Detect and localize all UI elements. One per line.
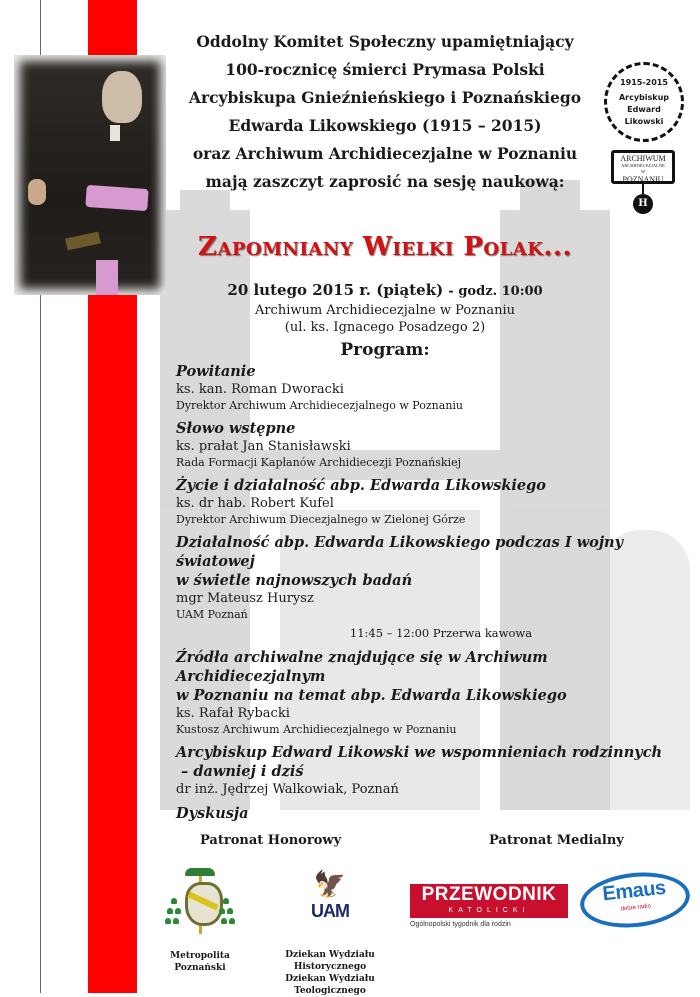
jubilee-line: Arcybiskup [618,93,670,102]
jubilee-line: Edward [627,105,661,114]
archive-line: ARCHIDIECEZJALNE [621,163,665,168]
honorary-patronage-heading: Patronat Honorowy [200,833,342,848]
media-patronage-heading: Patronat Medialny [489,833,624,848]
item-affiliation: Dyrektor Archiwum Archidiecezjalnego w Poznaniu [176,399,464,412]
item-affiliation: UAM Poznań [176,608,248,621]
item-title: Dyskusja [176,805,249,822]
event-title: Zapomniany Wielki Polak... [197,232,573,262]
dean-caption-line: Dziekan Wydziału Historycznego [285,950,375,972]
archive-line: POZNANIU [622,175,664,184]
item-title: Działalność abp. Edwarda Likowskiego podczas I wojny światowej [176,534,624,570]
event-time: - godz. 10:00 [448,284,543,299]
przewodnik-sub: KATOLICKI [448,907,530,914]
item-speaker: dr inż. Jędrzej Walkowiak, Poznań [176,782,399,797]
item-title: Życie i działalność abp. Edwarda Likowskiego [176,477,546,494]
coat-of-arms-icon [165,868,235,940]
archive-plate [611,150,675,184]
item-affiliation: Rada Formacji Kapłanów Archidiecezji Poznańskiej [176,456,462,469]
item-speaker: ks. Rafał Rybacki [176,706,290,721]
emaus-radio-logo [577,867,692,932]
item-affiliation: Kustosz Archiwum Archidiecezjalnego w Poznaniu [176,723,457,736]
item-affiliation: Dyrektor Archiwum Diecezjalnego w Zielonej Górze [176,513,466,526]
item-title: w świetle najnowszych badań [176,572,413,589]
przewodnik-katolicki-logo [410,884,568,918]
item-title: Powitanie [176,363,256,380]
wax-seal-icon: H [633,194,653,214]
archive-logo [611,150,677,232]
program-item [176,648,686,737]
archive-line: ARCHIWUM [620,154,666,163]
item-speaker: ks. kan. Roman Dworacki [176,382,344,397]
jubilee-years: 1915-2015 [620,78,668,87]
metropolitan-caption: Metropolita Poznański [170,951,230,973]
header-line: Edwarda Likowskiego (1915 – 2015) [228,116,542,135]
dean-caption-line: Dziekan Wydziału Teologicznego [285,974,375,996]
program-item [176,743,686,798]
header-line: 100-rocznicę śmierci Prymasa Polski [225,60,545,79]
program-item [176,533,686,622]
program-list [176,362,686,829]
event-address: (ul. ks. Ignacego Posadzego 2) [284,320,486,335]
header-line: mają zaszczyt zaprosić na sesję naukową: [205,172,565,191]
item-speaker: ks. prałat Jan Stanisławski [176,439,351,454]
item-title: Słowo wstępne [176,420,296,437]
item-title: Źródła archiwalne znajdujące się w Archiwum Archidiecezjalnym [176,649,548,685]
uam-logo-text: UAM [311,901,349,921]
program-item [176,419,686,470]
przewodnik-name: PRZEWODNIK [421,884,557,905]
item-title: Arcybiskup Edward Likowski we wspomnieniach rodzinnych [176,744,663,761]
event-venue: Archiwum Archidiecezjalne w Poznaniu [254,303,516,318]
przewodnik-tagline: Ogólnopolski tygodnik dla rodzin [410,921,511,928]
jubilee-logo [604,62,684,142]
header-line: oraz Archiwum Archidiecezjalne w Poznaniu [192,144,578,163]
archive-line: W [640,169,646,174]
archbishop-portrait-image [14,55,166,295]
jubilee-line: Likowski [624,117,664,126]
eagle-icon: 🦅 [313,870,347,900]
header-line: Oddolny Komitet Społeczny upamiętniający [196,32,574,51]
item-speaker: ks. dr hab. Robert Kufel [176,496,334,511]
item-title: – dawniej i dziś [176,763,304,780]
seal-cord [642,184,644,194]
program-item [176,476,686,527]
item-speaker: mgr Mateusz Hurysz [176,591,314,606]
program-item [176,804,686,823]
item-title: w Poznaniu na temat abp. Edwarda Likowskiego [176,687,567,704]
program-item [176,362,686,413]
header-line: Arcybiskupa Gnieźnieńskiego i Poznańskiego [188,88,582,107]
organizers-header [170,28,600,196]
uam-logo [300,870,360,932]
dean-caption [255,949,405,997]
coffee-break: 11:45 – 12:00 Przerwa kawowa [349,626,533,640]
event-date: 20 lutego 2015 r. (piątek) [227,281,444,299]
program-heading: Program: [340,340,430,360]
emaus-name: Emaus [601,876,667,906]
event-details [170,280,600,336]
emaus-sub: dobre radio [620,903,652,913]
